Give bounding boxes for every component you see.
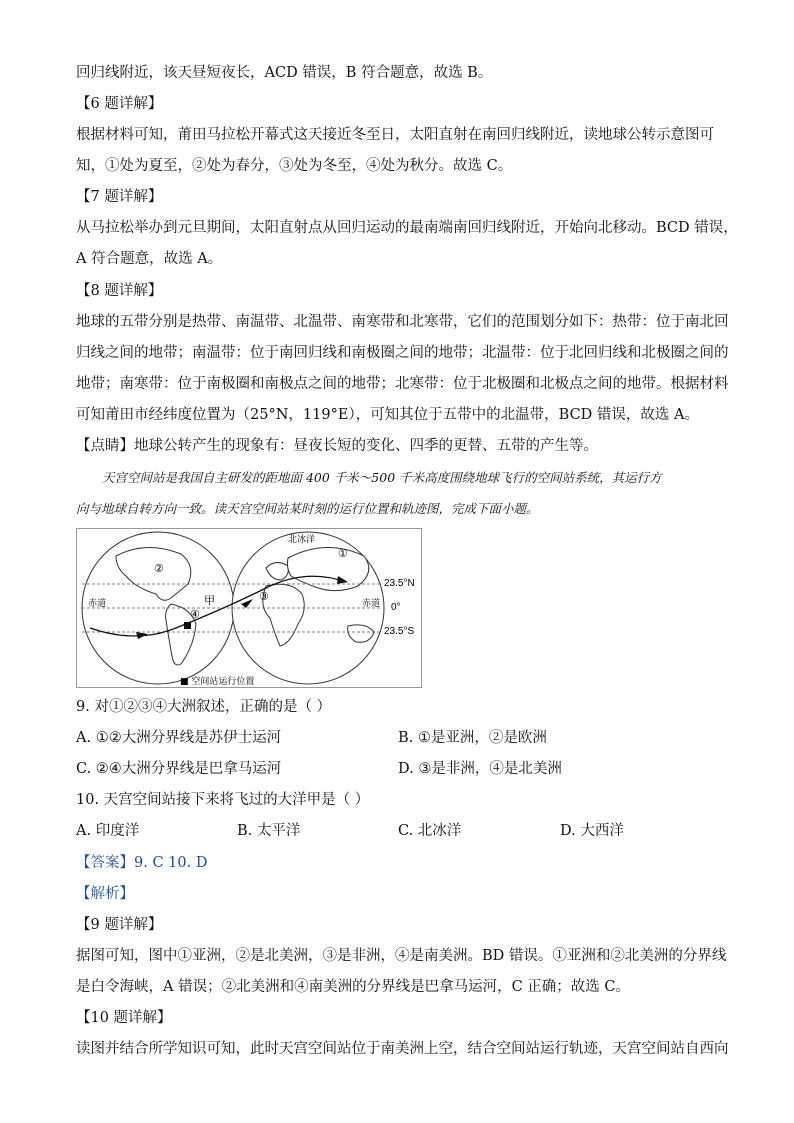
option-10d: D. 大西洋 [560,823,624,839]
section-heading-q9: 【9 题详解】 [76,917,163,933]
ocean-jia-label: 甲 [204,594,215,607]
continent-label-4: ④ [190,608,200,621]
answer-line: 【答案】9. C 10. D [76,855,208,871]
equator-label-left: 赤道 [88,599,107,609]
text-line: 回归线附近，该天昼短夜长，ACD 错误，B 符合题意，故选 B。 [76,65,493,81]
question-intro: 天宫空间站是我国自主研发的距地面 400 千米～500 千米高度围绕地球飞行的空间站系统，其运行方 [102,470,662,485]
station-position-marker [184,622,191,629]
text-line: 知，①处为夏至，②处为春分，③处为冬至，④处为秋分。故选 C。 [76,158,513,174]
option-9d: D. ③是非洲，④是北美洲 [398,761,562,777]
map-legend: ■ 空间站运行位置 [180,677,255,687]
continent-label-1: ① [338,547,348,560]
option-10c: C. 北冰洋 [398,823,462,839]
option-9b: B. ①是亚洲，②是欧洲 [398,730,547,746]
section-heading-q7: 【7 题详解】 [76,189,163,205]
arctic-ocean-label: 北冰洋 [288,535,316,545]
dianjing-note: 【点睛】地球公转产生的现象有：昼夜长短的变化、四季的更替、五带的产生等。 [76,438,598,454]
option-10a: A. 印度洋 [76,823,140,839]
option-10b: B. 太平洋 [237,823,301,839]
section-heading-q8: 【8 题详解】 [76,283,163,299]
text-line: 从马拉松举办到元旦期间，太阳直射点从回归运动的最南端南回归线附近，开始向北移动。BCD 错误， [76,220,738,236]
text-line: 读图并结合所学知识可知，此时天宫空间站位于南美洲上空，结合空间站运行轨迹，天宫空间站自西向 [76,1041,729,1057]
section-heading-q10: 【10 题详解】 [76,1010,172,1026]
space-station-track-map [76,528,422,688]
option-9a: A. ①②大洲分界线是苏伊士运河 [76,730,282,746]
latitude-label-north: 23.5°N [384,578,415,589]
text-line: 据图可知，图中①亚洲，②是北美洲，③是非洲，④是南美洲。BD 错误。①亚洲和②北美洲的分界线 [76,948,727,964]
text-line: 根据材料可知，莆田马拉松开幕式这天接近冬至日，太阳直射在南回归线附近，读地球公转示意图可 [76,127,714,143]
text-line: A 符合题意，故选 A。 [76,251,223,267]
equator-label-right: 赤道 [362,599,381,609]
text-line: 地带；南寒带：位于南极圈和南极点之间的地带；北寒带：位于北极圈和北极点之间的地带。根据材料 [76,376,729,392]
analysis-heading: 【解析】 [76,886,134,902]
section-heading-q6: 【6 题详解】 [76,96,163,112]
continent-label-2: ② [154,562,164,575]
question-10: 10. 天宫空间站接下来将飞过的大洋甲是（ ） [76,792,370,808]
text-line: 是白令海峡，A 错误；②北美洲和④南美洲的分界线是巴拿马运河，C 正确；故选 C。 [76,979,630,995]
text-line: 地球的五带分别是热带、南温带、北温带、南寒带和北寒带，它们的范围划分如下：热带：位于南北回 [76,314,729,330]
latitude-label-south: 23.5°S [384,626,415,637]
question-intro: 向与地球自转方向一致。读天宫空间站某时刻的运行位置和轨迹图，完成下面小题。 [76,501,539,516]
question-9: 9. 对①②③④大洲叙述，正确的是（ ） [76,699,332,715]
text-line: 可知莆田市经纬度位置为（25°N，119°E），可知其位于五带中的北温带，BCD 错误，故选 A。 [76,407,699,423]
option-9c: C. ②④大洲分界线是巴拿马运河 [76,761,282,777]
latitude-label-equator: 0° [391,602,401,613]
continent-label-3: ③ [259,590,269,603]
text-line: 归线之间的地带；南温带：位于南回归线和南极圈之间的地带；北温带：位于北回归线和北极圈之间的 [76,345,729,361]
